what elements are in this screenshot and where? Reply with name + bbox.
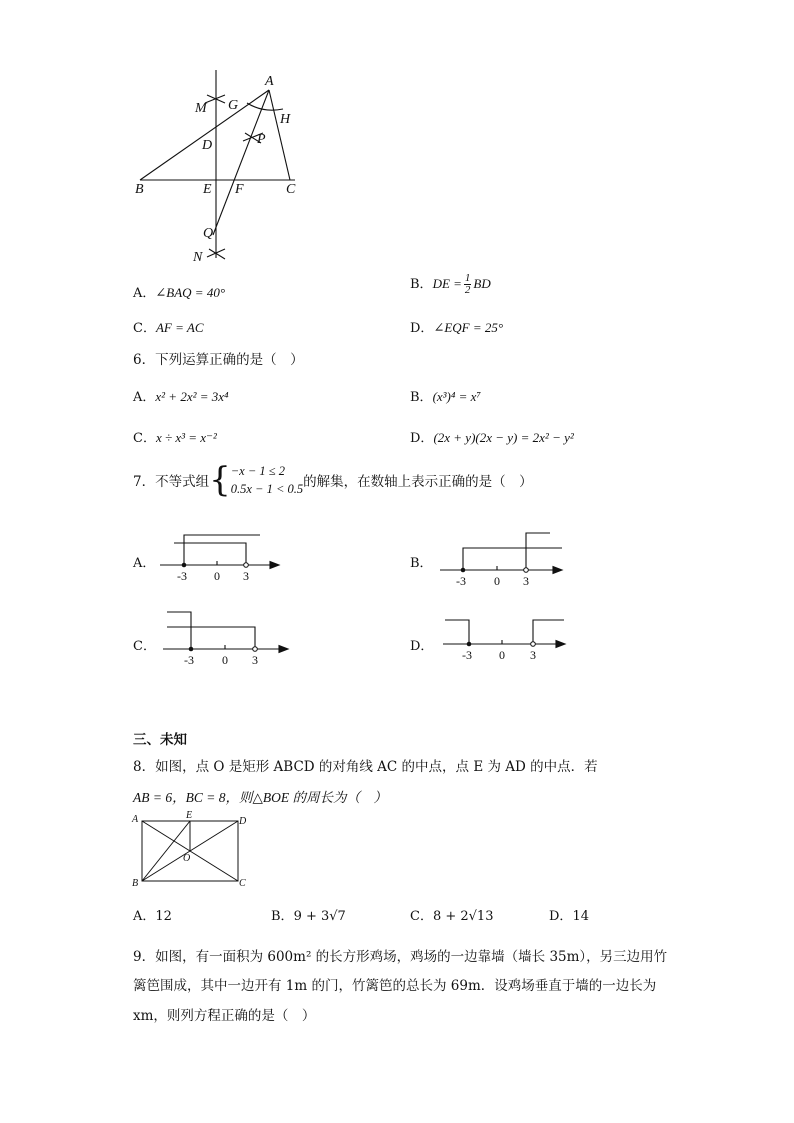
option-letter: A． bbox=[133, 909, 156, 924]
label-N: N bbox=[193, 250, 203, 265]
segment-aq bbox=[213, 90, 269, 235]
label-Q: Q bbox=[203, 226, 214, 241]
point-3-open bbox=[253, 647, 258, 652]
arc-gh bbox=[247, 103, 283, 110]
option-letter: B． bbox=[271, 909, 294, 924]
tick-label-0: 0 bbox=[499, 648, 505, 662]
inequality-system bbox=[231, 462, 303, 498]
option-text: 8 + 2√13 bbox=[432, 909, 494, 924]
section-heading: 三、未知 bbox=[133, 732, 187, 748]
q7-option-b-number-line[interactable] bbox=[440, 530, 570, 590]
q6-option-b[interactable] bbox=[410, 386, 481, 405]
tick-label-0: 0 bbox=[494, 574, 500, 588]
geometry-figure-q5 bbox=[125, 65, 315, 265]
label-M: M bbox=[195, 101, 207, 116]
q8-stem-line1: 8．如图，点 O 是矩形 ABCD 的对角线 AC 的中点，点 E 为 AD 的中点．若 bbox=[133, 759, 598, 775]
fraction-numerator: 1 bbox=[464, 272, 471, 284]
tick-label-minus3: -3 bbox=[456, 574, 466, 588]
q7-option-a-number-line[interactable] bbox=[160, 530, 285, 585]
label-A: A bbox=[132, 814, 139, 825]
point-3-open bbox=[531, 642, 536, 647]
stem-suffix: 的解集，在数轴上表示正确的是（ ） bbox=[303, 474, 533, 490]
option-text: 9 + 3√7 bbox=[293, 909, 346, 924]
option-letter: D． bbox=[549, 909, 573, 924]
ray-le-minus3 bbox=[445, 620, 469, 644]
q8-option-a[interactable] bbox=[133, 905, 172, 924]
q7-option-d-letter[interactable]: D． bbox=[410, 639, 434, 654]
q7-option-c-number-line[interactable] bbox=[163, 605, 293, 670]
ray-lt-3 bbox=[174, 543, 246, 565]
q6-option-d[interactable] bbox=[410, 427, 574, 446]
option-text: (2x + y)(2x − y) = 2x² − y² bbox=[433, 430, 574, 445]
segment-ac bbox=[269, 90, 290, 180]
q6-stem: 6．下列运算正确的是（ ） bbox=[133, 352, 304, 368]
q5-option-d[interactable] bbox=[410, 317, 503, 336]
label-H: H bbox=[280, 112, 291, 127]
point-3-open bbox=[524, 568, 529, 573]
q5-option-b[interactable] bbox=[410, 273, 491, 296]
option-letter: D． bbox=[410, 431, 434, 446]
label-E: E bbox=[186, 810, 193, 821]
q9-stem-line3: xm，则列方程正确的是（ ） bbox=[133, 1008, 316, 1024]
q5-option-a[interactable] bbox=[133, 282, 225, 301]
option-letter: C． bbox=[133, 321, 156, 336]
q5-option-c[interactable] bbox=[133, 317, 203, 336]
point-3-open bbox=[244, 563, 249, 568]
axis-arrow bbox=[270, 562, 279, 569]
ray-ge-minus3 bbox=[184, 535, 260, 565]
tick-label-0: 0 bbox=[214, 569, 220, 583]
q8-stem-line2: AB = 6，BC = 8，则△BOE 的周长为（ ） bbox=[133, 790, 387, 805]
option-letter: C． bbox=[133, 431, 156, 446]
stem-prefix: 7．不等式组 bbox=[133, 474, 210, 490]
tick-label-3: 3 bbox=[243, 569, 249, 583]
label-E: E bbox=[203, 182, 212, 197]
q9-stem-line1: 9．如图，有一面积为 600m² 的长方形鸡场，鸡场的一边靠墙（墙长 35m），另三边用竹 bbox=[133, 949, 668, 965]
label-B: B bbox=[135, 182, 144, 197]
tick-label-3: 3 bbox=[252, 653, 258, 667]
q9-stem-line2: 篱笆围成，其中一边开有 1m 的门，竹篱笆的总长为 69m．设鸡场垂直于墙的一边长为 bbox=[133, 978, 657, 994]
tick-label-3: 3 bbox=[530, 648, 536, 662]
fraction-denominator: 2 bbox=[464, 284, 471, 296]
option-text: 12 bbox=[155, 909, 172, 924]
label-P: P bbox=[257, 132, 266, 147]
option-text: ∠BAQ = 40° bbox=[155, 285, 226, 300]
tick-label-minus3: -3 bbox=[177, 569, 187, 583]
label-C: C bbox=[286, 182, 296, 197]
q7-stem bbox=[133, 462, 533, 498]
tick-label-minus3: -3 bbox=[462, 648, 472, 662]
option-letter: B． bbox=[410, 277, 433, 292]
label-D: D bbox=[202, 138, 213, 153]
option-letter: A． bbox=[133, 286, 156, 301]
q7-option-d-number-line[interactable] bbox=[443, 612, 573, 667]
arc-m bbox=[205, 95, 225, 103]
option-letter: D． bbox=[410, 321, 434, 336]
label-G: G bbox=[228, 98, 239, 113]
label-A: A bbox=[265, 74, 274, 89]
option-text-post: BD bbox=[473, 276, 491, 291]
q8-option-b[interactable] bbox=[271, 905, 346, 924]
point-minus3-closed bbox=[461, 568, 466, 573]
axis-arrow bbox=[279, 646, 288, 653]
ray-ge-minus3 bbox=[463, 548, 562, 570]
option-letter: B． bbox=[410, 390, 433, 405]
q6-option-a[interactable] bbox=[133, 386, 229, 405]
fraction-one-half bbox=[464, 273, 472, 296]
label-B: B bbox=[132, 878, 139, 889]
option-text: (x³)⁴ = x⁷ bbox=[432, 389, 481, 404]
label-O: O bbox=[183, 853, 191, 864]
option-text: x ÷ x³ = x⁻² bbox=[155, 430, 217, 445]
label-F: F bbox=[235, 182, 244, 197]
q6-option-c[interactable] bbox=[133, 427, 217, 446]
axis-arrow bbox=[553, 567, 562, 574]
q7-option-c-letter[interactable]: C． bbox=[133, 639, 156, 654]
ray-le-minus3 bbox=[167, 612, 191, 649]
q7-option-b-letter[interactable]: B． bbox=[410, 556, 433, 571]
ray-lt-3 bbox=[167, 627, 255, 649]
option-text-pre: DE = bbox=[432, 276, 462, 291]
point-minus3-closed bbox=[189, 647, 194, 652]
system-brace: { bbox=[209, 460, 231, 500]
label-D: D bbox=[239, 816, 247, 827]
point-minus3-closed bbox=[182, 563, 187, 568]
tick-label-3: 3 bbox=[523, 574, 529, 588]
inequality-1: −x − 1 ≤ 2 bbox=[230, 464, 286, 478]
point-minus3-closed bbox=[467, 642, 472, 647]
rectangle-figure-q8 bbox=[128, 810, 258, 890]
option-text: ∠EQF = 25° bbox=[433, 320, 504, 335]
segment-be bbox=[142, 821, 190, 881]
tick-label-minus3: -3 bbox=[184, 653, 194, 667]
option-text: x² + 2x² = 3x⁴ bbox=[155, 389, 229, 404]
label-C: C bbox=[239, 878, 246, 889]
tick-label-0: 0 bbox=[222, 653, 228, 667]
inequality-2: 0.5x − 1 < 0.5 bbox=[230, 482, 304, 496]
option-letter: C． bbox=[410, 909, 433, 924]
option-text: AF = AC bbox=[155, 320, 204, 335]
ray-ge-3 bbox=[526, 533, 550, 570]
ray-ge-3 bbox=[533, 620, 564, 644]
q8-option-d[interactable] bbox=[549, 905, 589, 924]
q8-option-c[interactable] bbox=[410, 905, 493, 924]
axis-arrow bbox=[556, 641, 565, 648]
option-text: 14 bbox=[572, 909, 589, 924]
q7-option-a-letter[interactable]: A． bbox=[133, 556, 156, 571]
option-letter: A． bbox=[133, 390, 156, 405]
